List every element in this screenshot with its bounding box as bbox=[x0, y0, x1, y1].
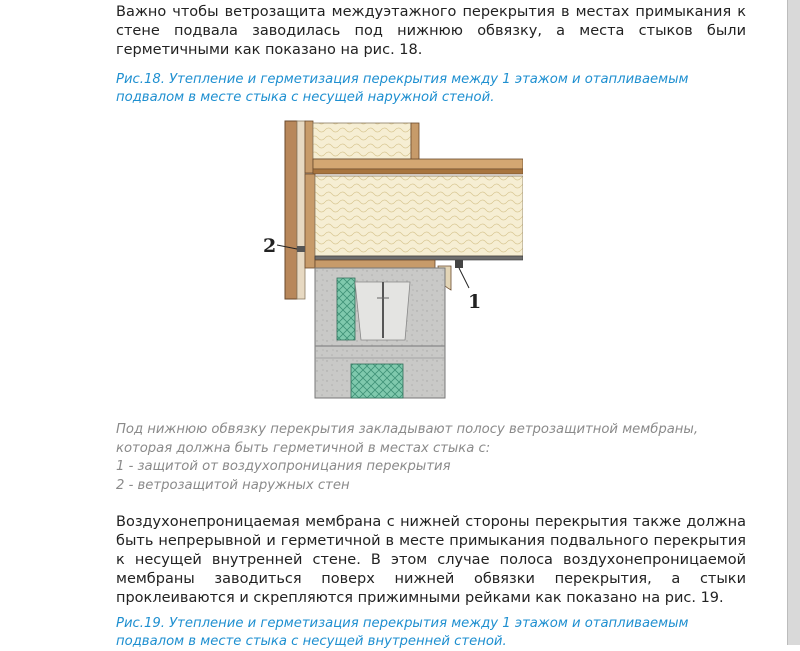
paragraph-membrane: Воздухонепроницаемая мембрана с нижней стороны перекрытия также должна быть непрерывной и герметичной в месте примыкания подвального перекрытия к несущей внутренней стене. В этом случае полоса воздухонепроницаемой мембраны заводиться поверх нижней обвязки перекрытия, а стыки проклеиваются и скрепляются прижимными рейками как показано на рис. 19. bbox=[116, 514, 746, 606]
note-line: Под нижнюю обвязку перекрытия закладывают полосу ветрозащитной мембраны, bbox=[116, 422, 699, 437]
callout-label-2: 2 bbox=[263, 235, 277, 257]
figure-18-diagram bbox=[255, 118, 523, 413]
callout-label-1: 1 bbox=[468, 291, 482, 313]
note-item-1: 1 - защитой от воздухопроницания перекрытия bbox=[116, 459, 451, 474]
scrollbar-track[interactable] bbox=[788, 0, 800, 645]
note-line: которая должна быть герметичной в местах стыка с: bbox=[116, 440, 491, 456]
floor-junction-drawing bbox=[255, 118, 523, 413]
paragraph-intro: Важно чтобы ветрозащита междуэтажного перекрытия в местах примыкания к стене подвала заводилась под нижнюю обвязку, а места стыков были герметичными как показано на рис. 18. bbox=[116, 4, 746, 58]
note-item-2: 2 - ветрозащитой наружных стен bbox=[116, 477, 350, 493]
figure-19-caption: Рис.19. Утепление и герметизация перекрытия между 1 этажом и отапливаемым подвалом в месте стыка с несущей внутренней стеной. bbox=[116, 616, 689, 649]
figure-18-notes bbox=[116, 421, 698, 495]
figure-18-caption: Рис.18. Утепление и герметизация перекрытия между 1 этажом и отапливаемым подвалом в месте стыка с несущей наружной стеной. bbox=[116, 72, 689, 105]
